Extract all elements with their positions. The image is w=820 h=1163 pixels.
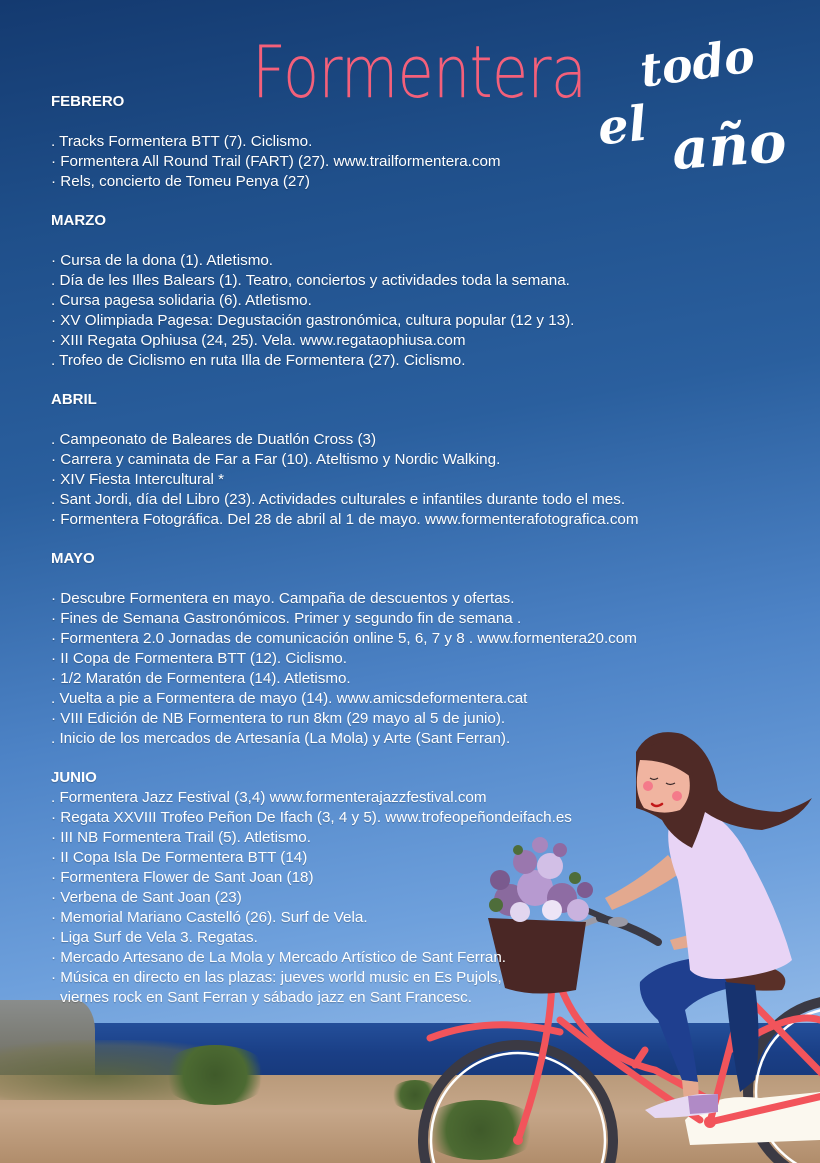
month-heading: JUNIO	[51, 769, 97, 786]
event-item: · Verbena de Sant Joan (23)	[51, 889, 242, 906]
event-item: . Sant Jordi, día del Libro (23). Actividades culturales e infantiles durante todo el mes.	[51, 491, 626, 508]
event-item: · Rels, concierto de Tomeu Penya (27)	[51, 173, 310, 190]
event-item: · 1/2 Maratón de Formentera (14). Atletismo.	[51, 670, 351, 687]
section-febrero	[51, 92, 731, 192]
section-abril	[51, 390, 731, 530]
tagline-todo: todo	[636, 28, 758, 98]
month-heading: ABRIL	[51, 391, 97, 408]
section-marzo	[51, 211, 731, 371]
event-item: · XIV Fiesta Intercultural *	[51, 471, 225, 488]
event-item: · XIII Regata Ophiusa (24, 25). Vela. www.regataophiusa.com	[51, 332, 466, 349]
bush	[160, 1045, 270, 1105]
event-item: · Descubre Formentera en mayo. Campaña de descuentos y ofertas.	[51, 590, 515, 607]
event-item: . Día de les Illes Balears (1). Teatro, conciertos y actividades toda la semana.	[51, 272, 570, 289]
event-item: . Tracks Formentera BTT (7). Ciclismo.	[51, 133, 313, 150]
tagline-ano: año	[669, 109, 789, 183]
event-item: · XV Olimpiada Pagesa: Degustación gastronómica, cultura popular (12 y 13).	[51, 312, 575, 329]
event-item: · Liga Surf de Vela 3. Regatas.	[51, 929, 258, 946]
event-item: . Vuelta a pie a Formentera de mayo (14). www.amicsdeformentera.cat	[51, 690, 528, 707]
event-item: · Formentera 2.0 Jornadas de comunicación online 5, 6, 7 y 8 . www.formentera20.com	[51, 630, 637, 647]
event-item: · Memorial Mariano Castelló (26). Surf de Vela.	[51, 909, 368, 926]
event-item: · Carrera y caminata de Far a Far (10). Ateltismo y Nordic Walking.	[51, 451, 501, 468]
event-item: · Cursa de la dona (1). Atletismo.	[51, 252, 274, 269]
poster-title: Formentera	[252, 30, 587, 114]
event-item: · VIII Edición de NB Formentera to run 8km (29 mayo al 5 de junio).	[51, 710, 506, 727]
event-item: · Regata XXVIII Trofeo Peñon De Ifach (3, 4 y 5). www.trofeopeñondeifach.es	[51, 809, 572, 826]
event-item: · Fines de Semana Gastronómicos. Primer y segundo fin de semana .	[51, 610, 522, 627]
event-item-continuation: viernes rock en Sant Ferran y sábado jazz en Sant Francesc.	[60, 989, 472, 1006]
event-item: . Campeonato de Baleares de Duatlón Cross (3)	[51, 431, 377, 448]
section-junio	[51, 768, 731, 1008]
event-item: . Formentera Jazz Festival (3,4) www.formenterajazzfestival.com	[51, 789, 487, 806]
tagline-el: el	[595, 95, 650, 157]
event-item: · II Copa Isla De Formentera BTT (14)	[51, 849, 308, 866]
event-item: · III NB Formentera Trail (5). Atletismo.	[51, 829, 311, 846]
events-list	[51, 92, 731, 1008]
month-heading: MARZO	[51, 212, 106, 229]
front-wheel	[423, 1045, 613, 1163]
event-item: . Inicio de los mercados de Artesanía (La Mola) y Arte (Sant Ferran).	[51, 730, 511, 747]
event-item: · Formentera Fotográfica. Del 28 de abril al 1 de mayo. www.formenterafotografica.com	[51, 511, 639, 528]
event-item: · II Copa de Formentera BTT (12). Ciclismo.	[51, 650, 347, 667]
month-heading: FEBRERO	[51, 93, 125, 110]
event-item: · Música en directo en las plazas: jueves world music en Es Pujols,	[51, 969, 502, 986]
event-item: · Formentera Flower de Sant Joan (18)	[51, 869, 314, 886]
event-item: . Cursa pagesa solidaria (6). Atletismo.	[51, 292, 312, 309]
event-item: · Mercado Artesano de La Mola y Mercado Artístico de Sant Ferran.	[51, 949, 507, 966]
month-heading: MAYO	[51, 550, 95, 567]
section-mayo	[51, 549, 731, 749]
event-item: · Formentera All Round Trail (FART) (27). www.trailformentera.com	[51, 153, 501, 170]
event-item: . Trofeo de Ciclismo en ruta Illa de Formentera (27). Ciclismo.	[51, 352, 466, 369]
